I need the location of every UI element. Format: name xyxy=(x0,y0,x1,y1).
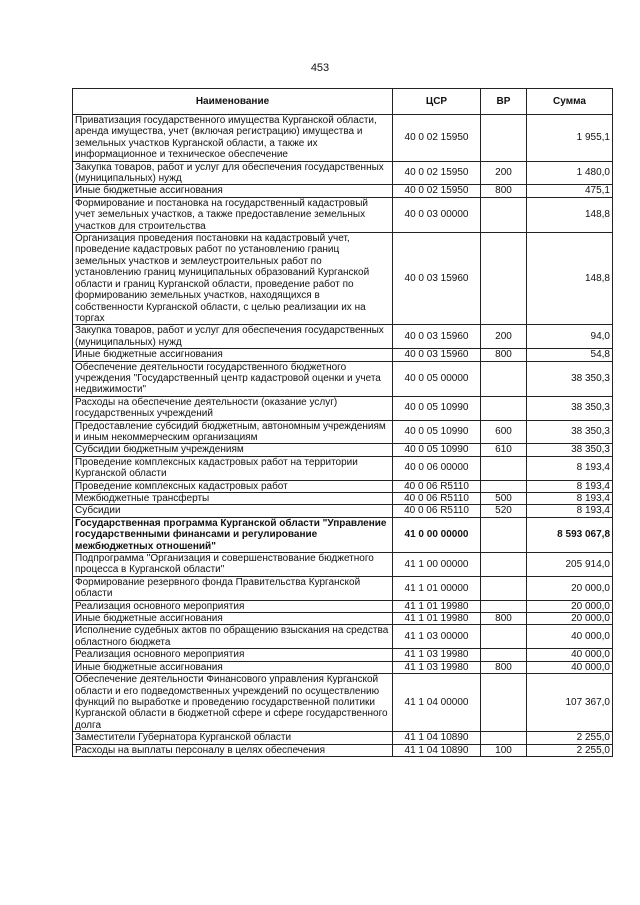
cell-vr xyxy=(481,625,527,649)
table-row xyxy=(73,456,613,480)
cell-vr xyxy=(481,480,527,492)
cell-sum: 1 480,0 xyxy=(527,161,613,185)
cell-name: Закупка товаров, работ и услуг для обеспечения государственных (муниципальных) нужд xyxy=(73,161,393,185)
cell-csr: 41 1 01 00000 xyxy=(393,576,481,600)
cell-sum: 8 193,4 xyxy=(527,456,613,480)
table-row xyxy=(73,625,613,649)
cell-vr: 800 xyxy=(481,349,527,361)
table-row xyxy=(73,161,613,185)
cell-csr: 40 0 05 00000 xyxy=(393,361,481,396)
cell-vr xyxy=(481,732,527,744)
cell-name: Проведение комплексных кадастровых работ xyxy=(73,480,393,492)
table-row xyxy=(73,576,613,600)
cell-vr xyxy=(481,649,527,661)
table-row xyxy=(73,444,613,456)
cell-name: Предоставление субсидий бюджетным, автономным учреждениям и иным некоммерческим организациям xyxy=(73,420,393,444)
table-row xyxy=(73,613,613,625)
cell-csr: 41 1 03 00000 xyxy=(393,625,481,649)
header-sum: Сумма xyxy=(527,89,613,115)
cell-vr xyxy=(481,233,527,325)
cell-vr xyxy=(481,576,527,600)
cell-vr: 100 xyxy=(481,744,527,756)
cell-sum: 40 000,0 xyxy=(527,649,613,661)
cell-sum: 40 000,0 xyxy=(527,625,613,649)
budget-table xyxy=(72,88,613,757)
cell-csr: 40 0 06 R5110 xyxy=(393,493,481,505)
table-row xyxy=(73,661,613,673)
cell-vr xyxy=(481,396,527,420)
cell-name: Приватизация государственного имущества Курганской области, аренда имущества, учет (включая регистрацию) имущества и земельных участков Курганской области, а также их информационное и техническое обеспечение xyxy=(73,115,393,162)
table-row xyxy=(73,325,613,349)
table-row xyxy=(73,517,613,552)
cell-sum: 205 914,0 xyxy=(527,553,613,577)
cell-sum: 38 350,3 xyxy=(527,361,613,396)
cell-name: Формирование и постановка на государственный кадастровый учет земельных участков, а также предоставление земельных участков для строительства xyxy=(73,197,393,232)
cell-name: Государственная программа Курганской области "Управление государственными финансами и регулирование межбюджетных отношений" xyxy=(73,517,393,552)
cell-name: Расходы на выплаты персоналу в целях обеспечения xyxy=(73,744,393,756)
cell-sum: 475,1 xyxy=(527,185,613,197)
table-row xyxy=(73,115,613,162)
cell-vr xyxy=(481,361,527,396)
table-row xyxy=(73,493,613,505)
cell-csr: 40 0 05 10990 xyxy=(393,396,481,420)
cell-csr: 41 1 01 19980 xyxy=(393,613,481,625)
cell-name: Иные бюджетные ассигнования xyxy=(73,185,393,197)
cell-name: Подпрограмма "Организация и совершенствование бюджетного процесса в Курганской области" xyxy=(73,553,393,577)
cell-csr: 41 1 03 19980 xyxy=(393,649,481,661)
table-row xyxy=(73,505,613,517)
cell-name: Субсидии xyxy=(73,505,393,517)
cell-csr: 40 0 02 15950 xyxy=(393,185,481,197)
cell-csr: 40 0 03 15960 xyxy=(393,349,481,361)
cell-csr: 41 1 04 10890 xyxy=(393,744,481,756)
table-row xyxy=(73,197,613,232)
cell-name: Обеспечение деятельности Финансового управления Курганской области и его подведомственных учреждений по осуществлению функций по выработке и проведению государственной политики Курганской области в бюджетной сфере и сфере государственного долга xyxy=(73,674,393,732)
cell-sum: 20 000,0 xyxy=(527,600,613,612)
cell-csr: 40 0 02 15950 xyxy=(393,161,481,185)
page-number: 453 xyxy=(310,62,330,74)
cell-sum: 38 350,3 xyxy=(527,444,613,456)
cell-vr xyxy=(481,197,527,232)
cell-vr: 500 xyxy=(481,493,527,505)
cell-sum: 8 593 067,8 xyxy=(527,517,613,552)
cell-csr: 40 0 03 00000 xyxy=(393,197,481,232)
cell-sum: 8 193,4 xyxy=(527,505,613,517)
cell-vr: 800 xyxy=(481,185,527,197)
header-vr: ВР xyxy=(481,89,527,115)
cell-name: Иные бюджетные ассигнования xyxy=(73,349,393,361)
cell-name: Иные бюджетные ассигнования xyxy=(73,661,393,673)
cell-sum: 54,8 xyxy=(527,349,613,361)
cell-csr: 40 0 05 10990 xyxy=(393,420,481,444)
cell-csr: 41 0 00 00000 xyxy=(393,517,481,552)
cell-csr: 40 0 06 R5110 xyxy=(393,480,481,492)
cell-name: Субсидии бюджетным учреждениям xyxy=(73,444,393,456)
cell-name: Обеспечение деятельности государственного бюджетного учреждения "Государственный центр кадастровой оценки и учета недвижимости" xyxy=(73,361,393,396)
cell-name: Заместители Губернатора Курганской области xyxy=(73,732,393,744)
cell-name: Формирование резервного фонда Правительства Курганской области xyxy=(73,576,393,600)
cell-sum: 94,0 xyxy=(527,325,613,349)
cell-sum: 20 000,0 xyxy=(527,613,613,625)
cell-name: Исполнение судебных актов по обращению взыскания на средства областного бюджета xyxy=(73,625,393,649)
cell-name: Межбюджетные трансферты xyxy=(73,493,393,505)
table-row xyxy=(73,420,613,444)
cell-sum: 1 955,1 xyxy=(527,115,613,162)
cell-sum: 38 350,3 xyxy=(527,420,613,444)
cell-name: Реализация основного мероприятия xyxy=(73,649,393,661)
cell-csr: 41 1 04 00000 xyxy=(393,674,481,732)
cell-sum: 8 193,4 xyxy=(527,493,613,505)
cell-sum: 2 255,0 xyxy=(527,732,613,744)
table-row xyxy=(73,600,613,612)
table-row xyxy=(73,732,613,744)
cell-sum: 148,8 xyxy=(527,197,613,232)
cell-vr: 800 xyxy=(481,661,527,673)
cell-csr: 41 1 04 10890 xyxy=(393,732,481,744)
table-row xyxy=(73,233,613,325)
cell-vr xyxy=(481,600,527,612)
cell-name: Проведение комплексных кадастровых работ на территории Курганской области xyxy=(73,456,393,480)
cell-vr: 520 xyxy=(481,505,527,517)
header-csr: ЦСР xyxy=(393,89,481,115)
cell-name: Закупка товаров, работ и услуг для обеспечения государственных (муниципальных) нужд xyxy=(73,325,393,349)
cell-csr: 41 1 01 19980 xyxy=(393,600,481,612)
cell-vr xyxy=(481,115,527,162)
cell-sum: 38 350,3 xyxy=(527,396,613,420)
cell-vr xyxy=(481,517,527,552)
table-row xyxy=(73,553,613,577)
cell-sum: 20 000,0 xyxy=(527,576,613,600)
cell-name: Иные бюджетные ассигнования xyxy=(73,613,393,625)
cell-csr: 40 0 05 10990 xyxy=(393,444,481,456)
cell-vr: 610 xyxy=(481,444,527,456)
table-body xyxy=(73,115,613,757)
table-row xyxy=(73,744,613,756)
table-row xyxy=(73,649,613,661)
cell-csr: 40 0 02 15950 xyxy=(393,115,481,162)
cell-sum: 8 193,4 xyxy=(527,480,613,492)
table-row xyxy=(73,185,613,197)
cell-name: Реализация основного мероприятия xyxy=(73,600,393,612)
cell-csr: 40 0 03 15960 xyxy=(393,325,481,349)
cell-vr: 600 xyxy=(481,420,527,444)
cell-sum: 107 367,0 xyxy=(527,674,613,732)
cell-sum: 40 000,0 xyxy=(527,661,613,673)
header-name: Наименование xyxy=(73,89,393,115)
cell-vr xyxy=(481,674,527,732)
table-header-row xyxy=(73,89,613,115)
cell-csr: 41 1 00 00000 xyxy=(393,553,481,577)
table-row xyxy=(73,396,613,420)
cell-vr xyxy=(481,553,527,577)
cell-csr: 40 0 06 00000 xyxy=(393,456,481,480)
cell-csr: 40 0 06 R5110 xyxy=(393,505,481,517)
cell-csr: 40 0 03 15960 xyxy=(393,233,481,325)
cell-vr xyxy=(481,456,527,480)
table-row xyxy=(73,349,613,361)
table-row xyxy=(73,480,613,492)
cell-vr: 200 xyxy=(481,325,527,349)
cell-csr: 41 1 03 19980 xyxy=(393,661,481,673)
cell-name: Организация проведения постановки на кадастровый учет, проведение кадастровых работ по установлению границ земельных участков и землеустроительных работ по установлению границ муниципальных образований Курганской области и границ Курганской области, проведение работ по формированию земельных участков, находящихся в собственности Курганской области, с целью реализации их на торгах xyxy=(73,233,393,325)
cell-vr: 200 xyxy=(481,161,527,185)
cell-name: Расходы на обеспечение деятельности (оказание услуг) государственных учреждений xyxy=(73,396,393,420)
table-row xyxy=(73,674,613,732)
table-row xyxy=(73,361,613,396)
cell-sum: 148,8 xyxy=(527,233,613,325)
cell-sum: 2 255,0 xyxy=(527,744,613,756)
cell-vr: 800 xyxy=(481,613,527,625)
